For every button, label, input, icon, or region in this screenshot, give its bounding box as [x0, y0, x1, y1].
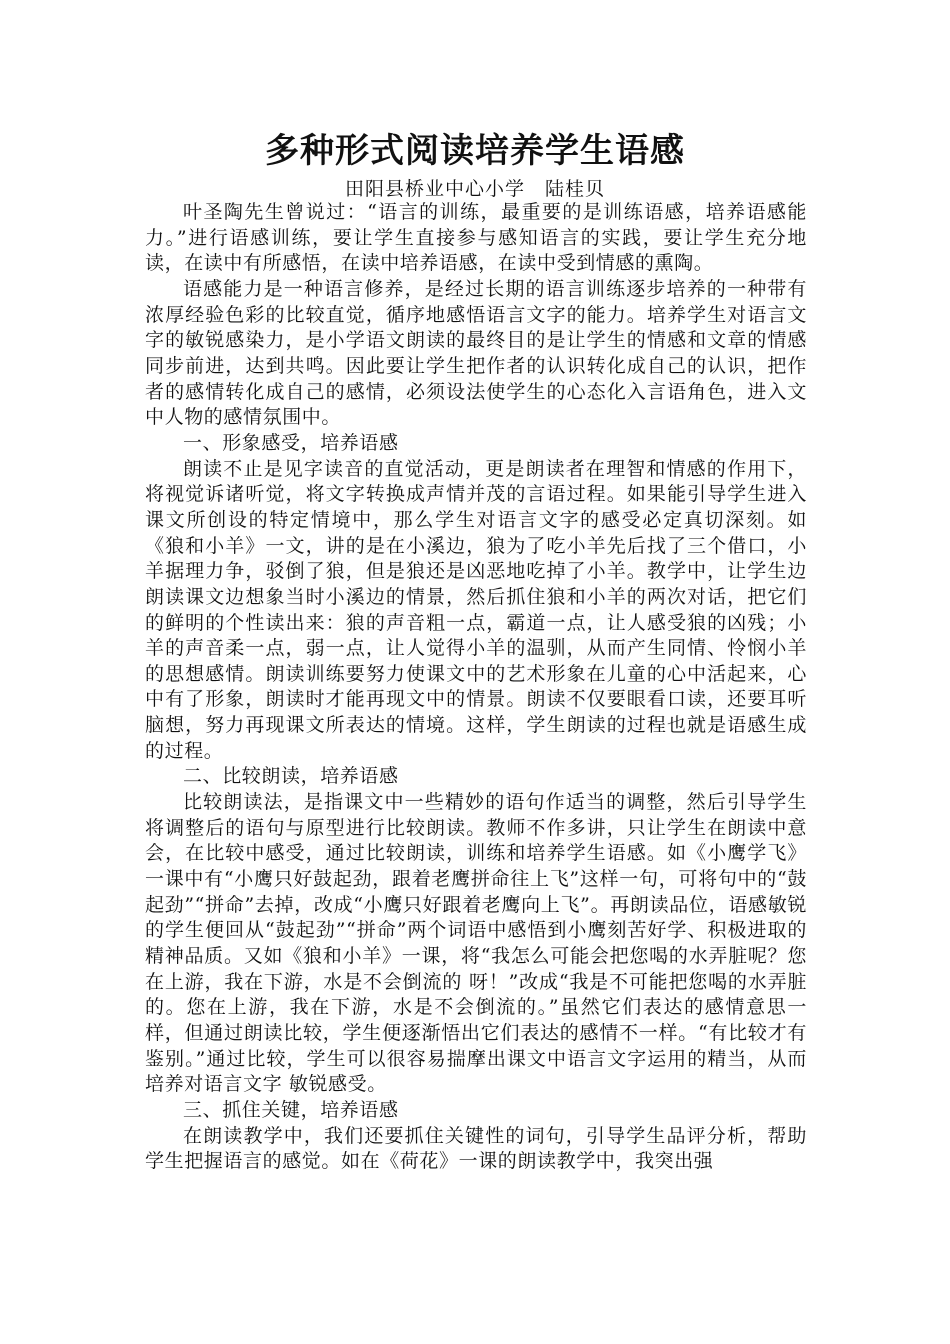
- paragraph-section-1: 朗读不止是见字读音的直觉活动，更是朗读者在理智和情感的作用下，将视觉诉诸听觉，将文字转换成声情并茂的言语过程。如果能引导学生进入课文所创设的特定情境中，那么学生对语言文字的感受必定真切深刻。如《狼和小羊》一文，讲的是在小溪边，狼为了吃小羊先后找了三个借口，小羊据理力争，驳倒了狼，但是狼还是凶恶地吃掉了小羊。教学中，让学生边朗读课文边想象当时小溪边的情景，然后抓住狼和小羊的两次对话，把它们的鲜明的个性读出来：狼的声音粗一点，霸道一点，让人感受狼的凶残；小羊的声音柔一点，弱一点，让人觉得小羊的温驯，从而产生同情、怜悯小羊的思想感情。朗读训练要努力使课文中的艺术形象在儿童的心中活起来，心中有了形象，朗读时才能再现文中的情景。朗读不仅要眼看口读，还要耳听脑想，努力再现课文所表达的情境。这样，学生朗读的过程也就是语感生成的过程。: [145, 457, 807, 762]
- paragraph-section-2: 比较朗读法，是指课文中一些精妙的语句作适当的调整，然后引导学生将调整后的语句与原型进行比较朗读。教师不作多讲，只让学生在朗读中意会，在比较中感受，通过比较朗读，训练和培养学生语感。如《小鹰学飞》一课中有“小鹰只好鼓起劲，跟着老鹰拼命往上飞”这样一句，可将句中的“鼓起劲”“拼命”去掉，改成“小鹰只好跟着老鹰向上飞”。再朗读品位，语感敏锐的学生便回从“鼓起劲”“拼命”两个词语中感悟到小鹰刻苦好学、积极进取的精神品质。又如《狼和小羊》一课，将“我怎么可能会把您喝的水弄脏呢？您在上游，我在下游，水是不会倒流的 呀！”改成“我是不可能把您喝的水弄脏的。您在上游，我在下游，水是不会倒流的。”虽然它们表达的感情意思一样，但通过朗读比较，学生便逐渐悟出它们表达的感情不一样。“有比较才有鉴别。”通过比较，学生可以很容易揣摩出课文中语言文字运用的精当，从而培养对语言文字 敏锐感受。: [145, 791, 807, 1096]
- document-body: [145, 200, 807, 1175]
- paragraph-intro-quote: 叶圣陶先生曾说过：“语言的训练，最重要的是训练语感，培养语感能力。”进行语感训练，要让学生直接参与感知语言的实践，要让学生充分地读，在读中有所感悟，在读中培养语感，在读中受到情感的熏陶。: [145, 201, 807, 275]
- section-heading-2: 二、比较朗读，培养语感: [183, 765, 399, 788]
- section-heading-1: 一、形象感受，培养语感: [183, 431, 399, 454]
- document-title: 多种形式阅读培养学生语感: [265, 131, 685, 171]
- paragraph-language-sense: 语感能力是一种语言修养，是经过长期的语言训练逐步培养的一种带有浓厚经验色彩的比较直觉，循序地感悟语言文字的能力。培养学生对语言文字的敏锐感染力，是小学语文朗读的最终目的是让学生的情感和文章的情感同步前进，达到共鸣。因此要让学生把作者的认识转化成自己的认识，把作者的感情转化成自己的感情，必须设法使学生的心态化入言语角色，进入文中人物的感情氛围中。: [145, 277, 807, 429]
- paragraph-section-3: 在朗读教学中，我们还要抓住关键性的词句，引导学生品评分析，帮助学生把握语言的感觉。如在《荷花》一课的朗读教学中，我突出强: [145, 1124, 807, 1173]
- document-author: 田阳县桥业中心小学 陆桂贝: [344, 178, 605, 200]
- section-heading-3: 三、抓住关键，培养语感: [183, 1098, 399, 1121]
